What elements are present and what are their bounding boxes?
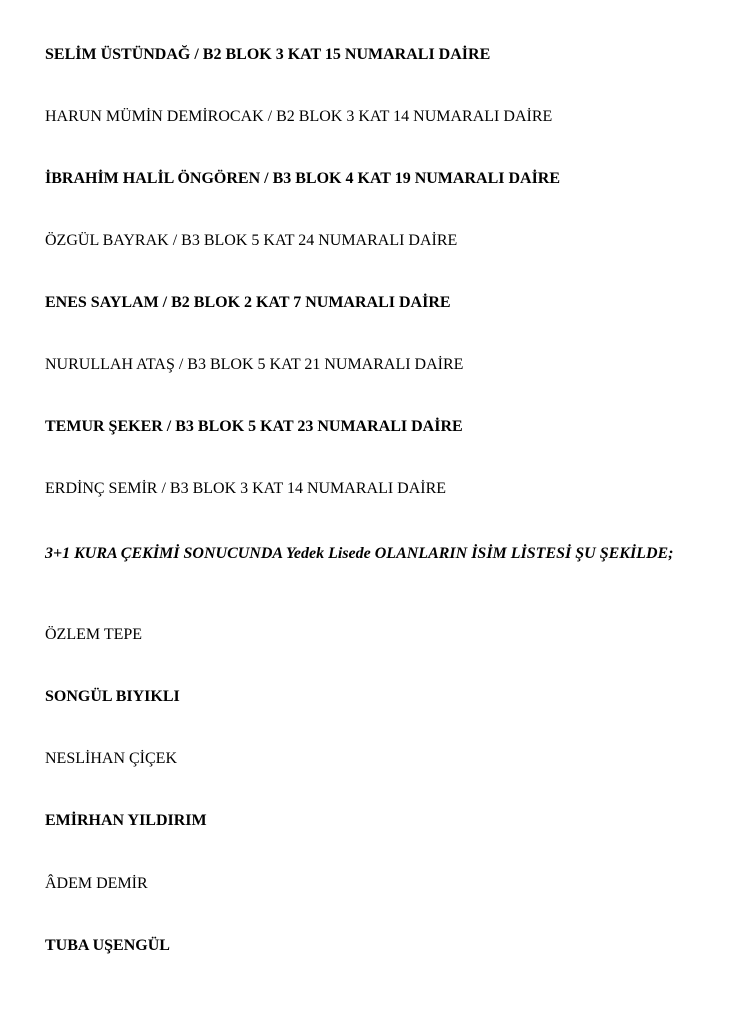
reserve-entry: ÖZLEM TEPE xyxy=(45,626,143,643)
reserve-entry: EMİRHAN YILDIRIM xyxy=(45,812,207,829)
apartment-entry: SELİM ÜSTÜNDAĞ / B2 BLOK 3 KAT 15 NUMARALI DAİRE xyxy=(45,46,491,63)
apartment-entry: ENES SAYLAM / B2 BLOK 2 KAT 7 NUMARALI DAİRE xyxy=(45,294,451,311)
apartment-entry: TEMUR ŞEKER / B3 BLOK 5 KAT 23 NUMARALI DAİRE xyxy=(45,418,463,435)
reserve-entry: NESLİHAN ÇİÇEK xyxy=(45,750,177,767)
apartment-entry: NURULLAH ATAŞ / B3 BLOK 5 KAT 21 NUMARALI DAİRE xyxy=(45,356,464,373)
apartment-entry: ERDİNÇ SEMİR / B3 BLOK 3 KAT 14 NUMARALI DAİRE xyxy=(45,480,447,497)
reserve-entry: SONGÜL BIYIKLI xyxy=(45,688,180,705)
apartment-entry: İBRAHİM HALİL ÖNGÖREN / B3 BLOK 4 KAT 19 NUMARALI DAİRE xyxy=(45,170,561,187)
reserve-list-heading: 3+1 KURA ÇEKİMİ SONUCUNDA Yedek Lisede OLANLARIN İSİM LİSTESİ ŞU ŞEKİLDE; xyxy=(45,545,674,562)
reserve-entry: ÂDEM DEMİR xyxy=(45,875,148,892)
apartment-entry: HARUN MÜMİN DEMİROCAK / B2 BLOK 3 KAT 14 NUMARALI DAİRE xyxy=(45,108,553,125)
reserve-entry: TUBA UŞENGÜL xyxy=(45,937,170,954)
apartment-entry: ÖZGÜL BAYRAK / B3 BLOK 5 KAT 24 NUMARALI DAİRE xyxy=(45,232,458,249)
